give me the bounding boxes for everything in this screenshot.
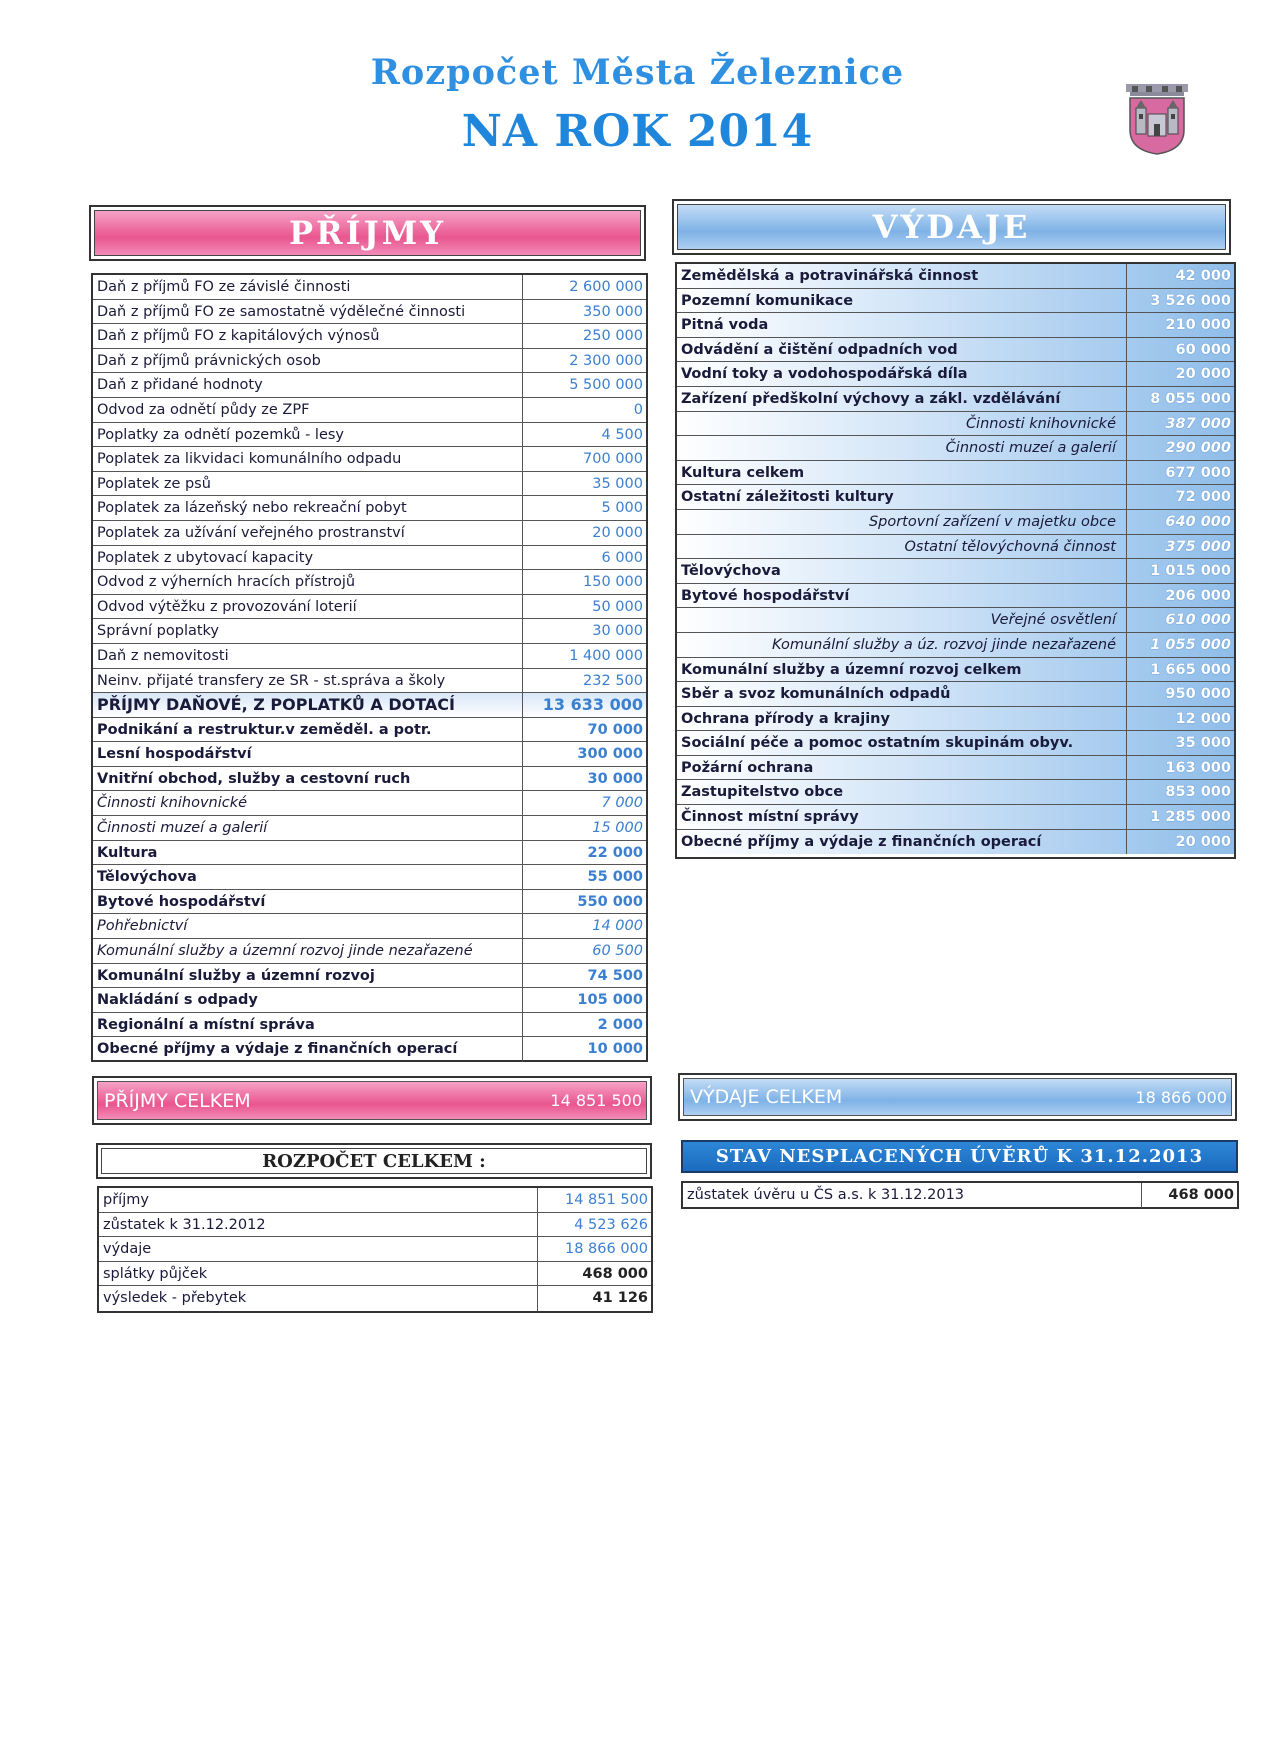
income-row	[93, 570, 646, 595]
row-value: 18 866 000	[564, 1241, 648, 1258]
expense-row	[677, 559, 1234, 584]
row-label: Činnost místní správy	[677, 805, 1127, 829]
expense-row	[677, 510, 1234, 535]
row-value: 2 000	[597, 1016, 643, 1033]
income-row	[93, 398, 646, 423]
row-value: 4 500	[601, 426, 643, 443]
row-label: Ochrana přírody a krajiny	[677, 707, 1127, 731]
row-value: 74 500	[587, 967, 643, 984]
row-label: Sběr a svoz komunálních odpadů	[677, 682, 1127, 706]
row-value: 163 000	[1165, 759, 1231, 776]
income-row	[93, 767, 646, 792]
expense-row	[677, 436, 1234, 461]
expense-total-value: 18 866 000	[1135, 1087, 1227, 1107]
row-value: 210 000	[1165, 317, 1231, 334]
row-value: 55 000	[587, 869, 643, 886]
loans-table	[681, 1181, 1239, 1209]
row-label: Zastupitelstvo obce	[677, 780, 1127, 804]
row-value: 1 665 000	[1150, 661, 1231, 678]
row-label: Sportovní zařízení v majetku obce	[677, 510, 1127, 534]
expense-row	[677, 362, 1234, 387]
income-row	[93, 865, 646, 890]
row-label: Zemědělská a potravinářská činnost	[677, 264, 1127, 288]
income-row	[93, 718, 646, 743]
expense-row	[677, 658, 1234, 683]
row-label: Pozemní komunikace	[677, 289, 1127, 313]
row-value: 1 400 000	[569, 647, 643, 664]
row-label: Daň z příjmů právnických osob	[93, 349, 523, 373]
income-row	[93, 988, 646, 1013]
row-label: Činnosti knihovnické	[93, 791, 523, 815]
row-value: 232 500	[583, 672, 643, 689]
budget-table	[97, 1186, 653, 1313]
row-value: 42 000	[1175, 268, 1231, 284]
row-value: 6 000	[601, 549, 643, 566]
expense-row	[677, 633, 1234, 658]
row-value: 13 633 000	[542, 695, 643, 715]
row-label: PŘÍJMY DAŇOVÉ, Z POPLATKŮ A DOTACÍ	[93, 693, 523, 717]
row-label: Poplatky za odnětí pozemků - lesy	[93, 423, 523, 447]
income-row	[93, 300, 646, 325]
row-value: 640 000	[1165, 513, 1231, 530]
row-value: 206 000	[1165, 587, 1231, 604]
row-label: Poplatek ze psů	[93, 472, 523, 496]
row-value: 468 000	[1168, 1187, 1234, 1203]
expense-table	[675, 262, 1236, 859]
income-row	[93, 595, 646, 620]
row-label: Bytové hospodářství	[677, 584, 1127, 608]
expense-row	[677, 682, 1234, 707]
row-value: 375 000	[1165, 538, 1231, 555]
budget-row	[99, 1286, 651, 1311]
income-row	[93, 373, 646, 398]
row-label: Sociální péče a pomoc ostatním skupinám obyv.	[677, 731, 1127, 755]
income-table	[91, 273, 648, 1062]
row-label: Pohřebnictví	[93, 914, 523, 938]
row-value: 14 851 500	[564, 1192, 648, 1208]
row-value: 8 055 000	[1150, 390, 1231, 407]
row-label: Komunální služby a úz. rozvoj jinde nezařazené	[677, 633, 1127, 657]
budget-heading-box	[96, 1143, 652, 1179]
row-value: 150 000	[583, 574, 643, 591]
row-label: Poplatek za užívání veřejného prostranství	[93, 521, 523, 545]
row-value: 0	[633, 401, 643, 418]
income-heading-banner	[89, 205, 646, 261]
income-row	[93, 914, 646, 939]
budget-row	[99, 1188, 651, 1213]
income-row	[93, 496, 646, 521]
page-title: Rozpočet Města Železnice	[370, 52, 905, 93]
row-label: Regionální a místní správa	[93, 1013, 523, 1037]
row-value: 2 300 000	[569, 352, 643, 369]
row-value: 20 000	[592, 524, 643, 541]
row-value: 15 000	[592, 820, 643, 837]
row-label: Poplatek za lázeňský nebo rekreační pobyt	[93, 496, 523, 520]
budget-heading: ROZPOČET CELKEM :	[101, 1148, 647, 1174]
row-value: 72 000	[1175, 489, 1231, 506]
row-value: 1 015 000	[1150, 563, 1231, 580]
row-label: Poplatek za likvidaci komunálního odpadu	[93, 447, 523, 471]
loan-row	[683, 1183, 1237, 1208]
row-label: Komunální služby a územní rozvoj	[93, 964, 523, 988]
row-value: 41 126	[592, 1290, 648, 1307]
expense-row	[677, 756, 1234, 781]
row-value: 610 000	[1165, 612, 1231, 629]
expense-row	[677, 461, 1234, 486]
income-total-fill	[97, 1081, 647, 1120]
row-label: Nakládání s odpady	[93, 988, 523, 1012]
expense-row	[677, 387, 1234, 412]
row-value: 35 000	[592, 475, 643, 492]
row-value: 10 000	[587, 1041, 643, 1058]
row-label: Pitná voda	[677, 313, 1127, 337]
expense-row	[677, 338, 1234, 363]
row-label: Požární ochrana	[677, 756, 1127, 780]
page-subtitle: NA ROK 2014	[461, 106, 814, 157]
row-value: 1 055 000	[1150, 636, 1231, 653]
row-value: 12 000	[1175, 710, 1231, 727]
income-row	[93, 1013, 646, 1038]
income-heading: PŘÍJMY	[94, 210, 641, 256]
row-value: 550 000	[577, 893, 643, 910]
income-row	[93, 816, 646, 841]
row-label: Daň z příjmů FO ze samostatně výdělečné činnosti	[93, 300, 523, 324]
income-row	[93, 890, 646, 915]
row-label: Odvod z výherních hracích přístrojů	[93, 570, 523, 594]
income-row	[93, 791, 646, 816]
row-value: 5 500 000	[569, 377, 643, 394]
row-value: 105 000	[577, 992, 643, 1009]
income-row	[93, 324, 646, 349]
income-row	[93, 423, 646, 448]
row-label: příjmy	[99, 1188, 538, 1212]
row-value: 3 526 000	[1150, 292, 1231, 309]
expense-row	[677, 707, 1234, 732]
budget-row	[99, 1262, 651, 1287]
income-row	[93, 546, 646, 571]
income-row	[93, 619, 646, 644]
row-value: 14 000	[592, 918, 643, 935]
row-label: Neinv. přijaté transfery ze SR - st.správa a školy	[93, 669, 523, 693]
expense-row	[677, 805, 1234, 830]
income-row	[93, 447, 646, 472]
expense-total-fill	[683, 1078, 1232, 1116]
row-label: Ostatní záležitosti kultury	[677, 485, 1127, 509]
row-value: 60 000	[1175, 341, 1231, 358]
expense-row	[677, 830, 1234, 855]
income-subtotal-row	[93, 693, 646, 718]
row-label: Tělovýchova	[93, 865, 523, 889]
expense-heading-banner	[672, 199, 1231, 255]
row-value: 950 000	[1165, 686, 1231, 703]
row-value: 677 000	[1165, 464, 1231, 481]
expense-row	[677, 289, 1234, 314]
expense-total-bar	[678, 1073, 1237, 1121]
row-label: Vodní toky a vodohospodářská díla	[677, 362, 1127, 386]
expense-total-label: VÝDAJE CELKEM	[690, 1086, 843, 1108]
income-row	[93, 644, 646, 669]
row-label: Lesní hospodářství	[93, 742, 523, 766]
expense-row	[677, 412, 1234, 437]
income-row	[93, 964, 646, 989]
expense-row	[677, 780, 1234, 805]
row-value: 468 000	[582, 1265, 648, 1282]
row-label: Odvádění a čištění odpadních vod	[677, 338, 1127, 362]
row-value: 7 000	[601, 795, 643, 812]
income-row	[93, 841, 646, 866]
loans-heading	[681, 1140, 1238, 1173]
expense-row	[677, 535, 1234, 560]
expense-row	[677, 731, 1234, 756]
budget-row	[99, 1213, 651, 1238]
income-row	[93, 669, 646, 694]
row-value: 20 000	[1175, 833, 1231, 850]
row-label: výsledek - přebytek	[99, 1286, 538, 1311]
row-label: Veřejné osvětlení	[677, 608, 1127, 632]
row-label: Správní poplatky	[93, 619, 523, 643]
row-value: 20 000	[1175, 366, 1231, 383]
income-total-bar	[92, 1076, 652, 1125]
row-label: Komunální služby a územní rozvoj celkem	[677, 658, 1127, 682]
income-row	[93, 521, 646, 546]
row-label: Činnosti muzeí a galerií	[93, 816, 523, 840]
row-label: Odvod za odnětí půdy ze ZPF	[93, 398, 523, 422]
income-row	[93, 1037, 646, 1062]
row-value: 1 285 000	[1150, 809, 1231, 826]
row-value: 30 000	[587, 770, 643, 787]
expense-row	[677, 584, 1234, 609]
expense-row	[677, 264, 1234, 289]
row-label: Ostatní tělovýchovná činnost	[677, 535, 1127, 559]
row-label: Daň z přidané hodnoty	[93, 373, 523, 397]
row-label: Podnikání a restruktur.v zeměděl. a potr.	[93, 718, 523, 742]
expense-heading: VÝDAJE	[677, 204, 1226, 250]
row-label: Poplatek z ubytovací kapacity	[93, 546, 523, 570]
row-label: Obecné příjmy a výdaje z finančních operací	[677, 830, 1127, 855]
row-label: Zařízení předškolní výchovy a zákl. vzdělávání	[677, 387, 1127, 411]
row-label: Činnosti muzeí a galerií	[677, 436, 1127, 460]
income-row	[93, 275, 646, 300]
income-total-label: PŘÍJMY CELKEM	[104, 1089, 251, 1112]
row-label: Činnosti knihovnické	[677, 412, 1127, 436]
row-value: 30 000	[592, 623, 643, 640]
row-value: 700 000	[583, 451, 643, 468]
row-value: 350 000	[583, 303, 643, 320]
row-label: Daň z příjmů FO ze závislé činnosti	[93, 275, 523, 299]
income-row	[93, 939, 646, 964]
row-label: zůstatek úvěru u ČS a.s. k 31.12.2013	[683, 1183, 1142, 1208]
row-value: 5 000	[601, 500, 643, 517]
row-value: 853 000	[1165, 784, 1231, 801]
row-value: 387 000	[1165, 415, 1231, 432]
row-value: 70 000	[587, 721, 643, 738]
row-value: 35 000	[1175, 735, 1231, 752]
row-value: 250 000	[583, 328, 643, 345]
expense-row	[677, 485, 1234, 510]
row-label: Bytové hospodářství	[93, 890, 523, 914]
row-value: 60 500	[592, 943, 643, 960]
row-label: Odvod výtěžku z provozování loterií	[93, 595, 523, 619]
expense-row	[677, 608, 1234, 633]
budget-row	[99, 1237, 651, 1262]
row-value: 2 600 000	[569, 279, 643, 295]
income-row	[93, 742, 646, 767]
row-value: 50 000	[592, 598, 643, 615]
row-label: Tělovýchova	[677, 559, 1127, 583]
income-row	[93, 472, 646, 497]
row-label: Daň z nemovitosti	[93, 644, 523, 668]
row-value: 22 000	[587, 844, 643, 861]
row-label: zůstatek k 31.12.2012	[99, 1213, 538, 1237]
income-total-value: 14 851 500	[550, 1091, 642, 1110]
income-row	[93, 349, 646, 374]
row-label: Obecné příjmy a výdaje z finančních operací	[93, 1037, 523, 1062]
row-value: 290 000	[1165, 440, 1231, 457]
town-crest-icon	[1120, 80, 1194, 156]
row-label: Kultura celkem	[677, 461, 1127, 485]
loans-heading-text: STAV NESPLACENÝCH ÚVĚRŮ K 31.12.2013	[715, 1146, 1204, 1167]
row-label: splátky půjček	[99, 1262, 538, 1286]
row-label: Daň z příjmů FO z kapitálových výnosů	[93, 324, 523, 348]
row-value: 4 523 626	[574, 1216, 648, 1233]
row-label: Vnitřní obchod, služby a cestovní ruch	[93, 767, 523, 791]
row-label: Kultura	[93, 841, 523, 865]
expense-row	[677, 313, 1234, 338]
row-label: Komunální služby a územní rozvoj jinde nezařazené	[93, 939, 523, 963]
row-label: výdaje	[99, 1237, 538, 1261]
row-value: 300 000	[577, 746, 643, 763]
